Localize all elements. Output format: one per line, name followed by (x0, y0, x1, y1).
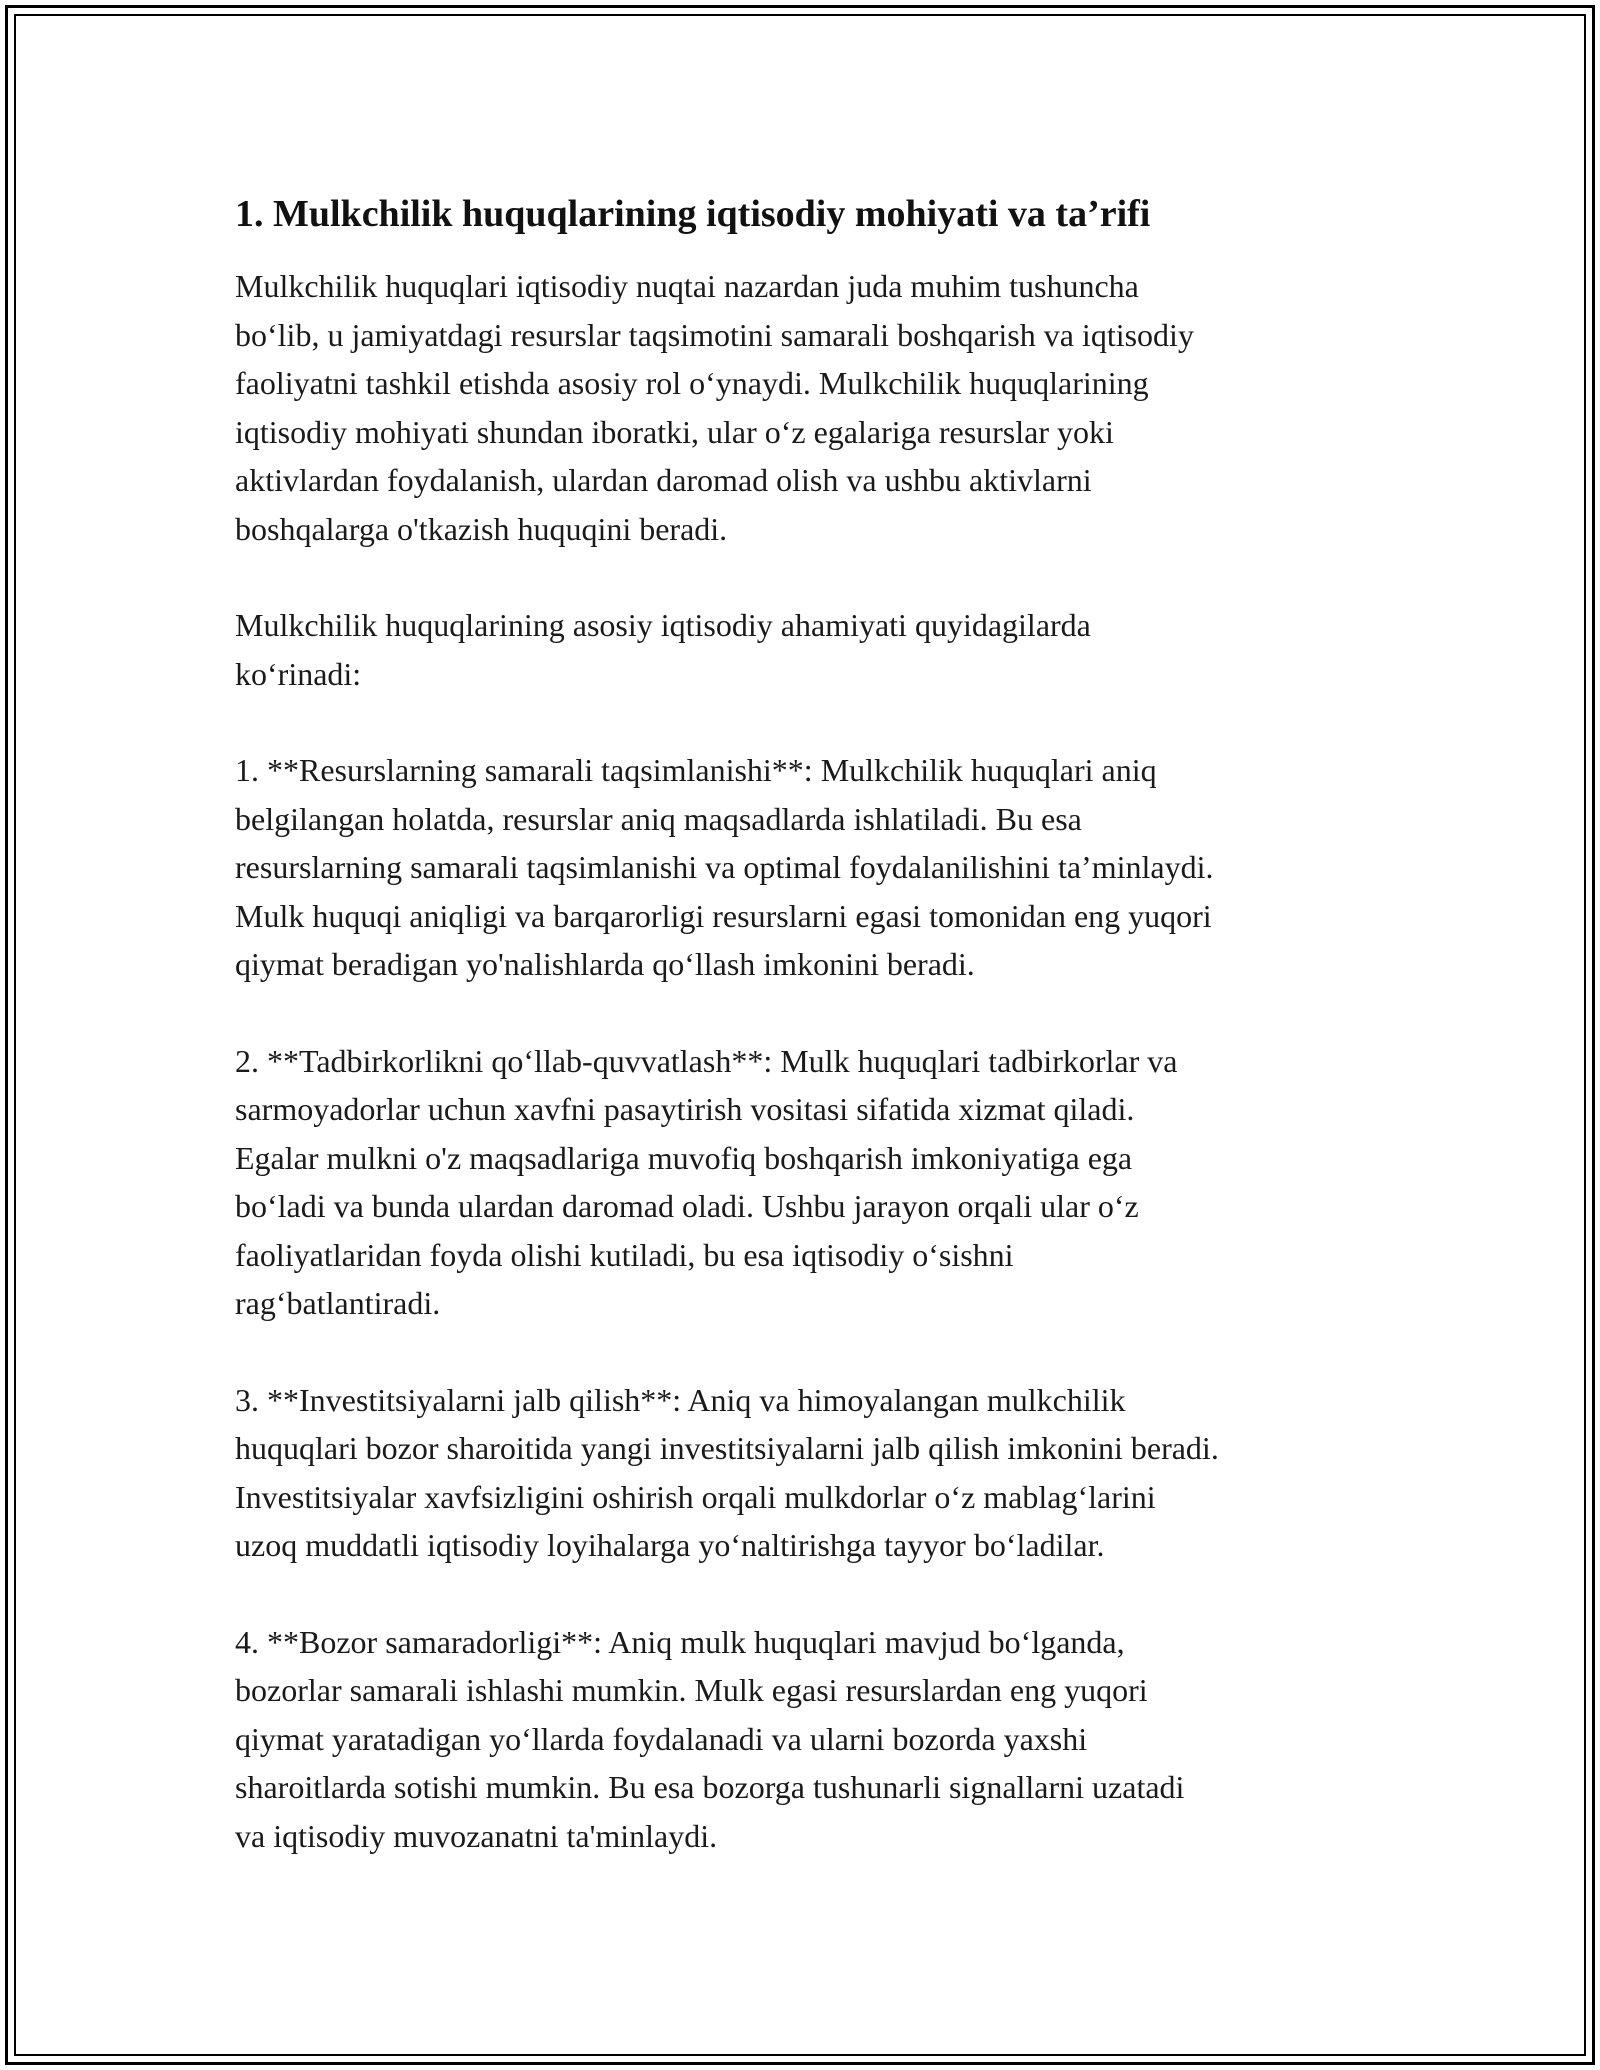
section-title: 1. Mulkchilik huquqlarining iqtisodiy mohiyati va ta’rifi (235, 193, 1151, 235)
list-item-resource-allocation: 1. **Resurslarning samarali taqsimlanishi**: Mulkchilik huquqlari aniq belgilangan holatda, resurslar aniq maqsadlarda ishlatiladi. Bu esa resurslarning samarali taqsimlanishi va optimal foydalanilishini ta’minlaydi. Mulk huquqi aniqligi va barqarorligi resurslarni egasi tomonidan eng yuqori qiymat beradigan yo'nalishlarda qo‘llash imkonini beradi. (235, 752, 1214, 982)
list-item-market-efficiency: 4. **Bozor samaradorligi**: Aniq mulk huquqlari mavjud bo‘lganda, bozorlar samarali ishlashi mumkin. Mulk egasi resurslardan eng yuqori qiymat yaratadigan yo‘llarda foydalanadi va ularni bozorda yaxshi sharoitlarda sotishi mumkin. Bu esa bozorga tushunarli signallarni uzatadi va iqtisodiy muvozanatni ta'minlaydi. (235, 1623, 1185, 1854)
list-item-investment: 3. **Investitsiyalarni jalb qilish**: Aniq va himoyalangan mulkchilik huquqlari bozor sharoitida yangi investitsiyalarni jalb qilish imkonini beradi. Investitsiyalar xavfsizligini oshirish orqali mulkdorlar o‘z mablag‘larini uzoq muddatli iqtisodiy loyihalarga yo‘naltirishga tayyor bo‘ladilar. (235, 1381, 1219, 1563)
importance-lead-paragraph: Mulkchilik huquqlarining asosiy iqtisodiy ahamiyati quyidagilarda ko‘rinadi: (235, 607, 1091, 692)
intro-paragraph: Mulkchilik huquqlari iqtisodiy nuqtai nazardan juda muhim tushuncha bo‘lib, u jamiyatdagi resurslar taqsimotini samarali boshqarish va iqtisodiy faoliyatni tashkil etishda asosiy rol o‘ynaydi. Mulkchilik huquqlarining iqtisodiy mohiyati shundan iboratki, ular o‘z egalariga resurslar yoki aktivlardan foydalanish, ulardan daromad olish va ushbu aktivlarni boshqalarga o'tkazish huquqini beradi. (235, 268, 1194, 547)
document-body (235, 188, 1395, 1908)
list-item-entrepreneurship: 2. **Tadbirkorlikni qo‘llab-quvvatlash**: Mulk huquqlari tadbirkorlar va sarmoyadorlar uchun xavfni pasaytirish vositasi sifatida xizmat qiladi. Egalar mulkni o'z maqsadlariga muvofiq boshqarish imkoniyatiga ega bo‘ladi va bunda ulardan daromad oladi. Ushbu jarayon orqali ular o‘z faoliyatlaridan foyda olishi kutiladi, bu esa iqtisodiy o‘sishni rag‘batlantiradi. (235, 1042, 1178, 1321)
